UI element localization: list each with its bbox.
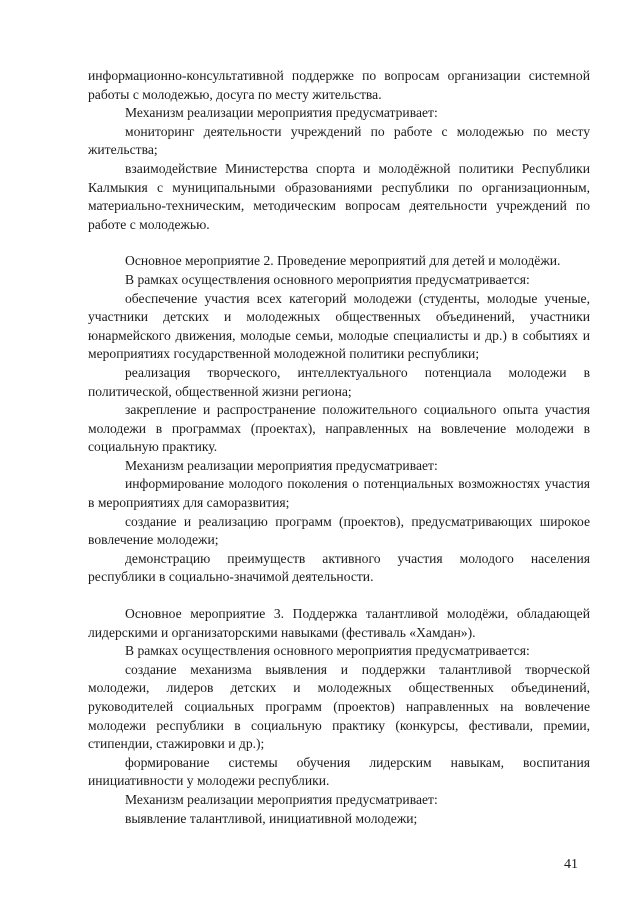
- paragraph: создание и реализацию программ (проектов), предусматривающих широкое вовлечение молодежи;: [88, 513, 590, 548]
- body-text: [88, 67, 590, 828]
- paragraph: мониторинг деятельности учреждений по работе с молодежью по месту жительства;: [88, 123, 590, 158]
- paragraph: информационно-консультативной поддержке по вопросам организации системной работы с молодежью, досуга по месту жительства.: [88, 68, 590, 102]
- page-number: 41: [564, 857, 578, 872]
- paragraph: Основное мероприятие 2. Проведение мероприятий для детей и молодёжи.: [125, 253, 561, 269]
- paragraph: реализация творческого, интеллектуального потенциала молодежи в политической, общественной жизни региона;: [88, 364, 590, 399]
- paragraph: Механизм реализации мероприятия предусматривает:: [125, 457, 438, 473]
- paragraph: закрепление и распространение положительного социального опыта участия молодежи в программах (проектах), направленных на вовлечение молодежи в социальную практику.: [88, 402, 590, 455]
- paragraph: информирование молодого поколения о потенциальных возможностях участия в мероприятиях для саморазвития;: [88, 476, 590, 511]
- paragraph: демонстрацию преимуществ активного участия молодого населения республики в социально-значимой деятельности.: [88, 550, 590, 585]
- paragraph: В рамках осуществления основного мероприятия предусматривается:: [125, 271, 530, 287]
- paragraph: формирование системы обучения лидерским навыкам, воспитания инициативности у молодежи республики.: [88, 754, 590, 789]
- paragraph: создание механизма выявления и поддержки талантливой творческой молодежи, лидеров детских и молодежных общественных объединений, руководителей социальных программ (проектов) направленных на вовлечение молодежи республики в социальную практику (конкурсы, фестивали, премии, стипендии, стажировки и др.);: [88, 661, 590, 752]
- paragraph: Механизм реализации мероприятия предусматривает:: [125, 105, 438, 121]
- paragraph: взаимодействие Министерства спорта и молодёжной политики Республики Калмыкия с муниципальными образованиями республики по организационным, материально-техническим, методическим вопросам деятельности учреждений по работе с молодежью.: [88, 160, 590, 232]
- paragraph: выявление талантливой, инициативной молодежи;: [125, 810, 418, 826]
- paragraph-gap: [88, 587, 590, 605]
- paragraph: обеспечение участия всех категорий молодежи (студенты, молодые ученые, участники детских и молодежных общественных объединений, участники юнармейского движения, молодые семьи, молодые специалисты и др.) в событиях и мероприятиях государственной молодежной политики республики;: [88, 290, 590, 362]
- paragraph: Основное мероприятие 3. Поддержка талантливой молодёжи, обладающей лидерскими и организаторскими навыками (фестиваль «Хамдан»).: [88, 606, 590, 640]
- paragraph: В рамках осуществления основного мероприятия предусматривается:: [125, 643, 530, 659]
- paragraph: Механизм реализации мероприятия предусматривает:: [125, 791, 438, 807]
- paragraph-gap: [88, 234, 590, 252]
